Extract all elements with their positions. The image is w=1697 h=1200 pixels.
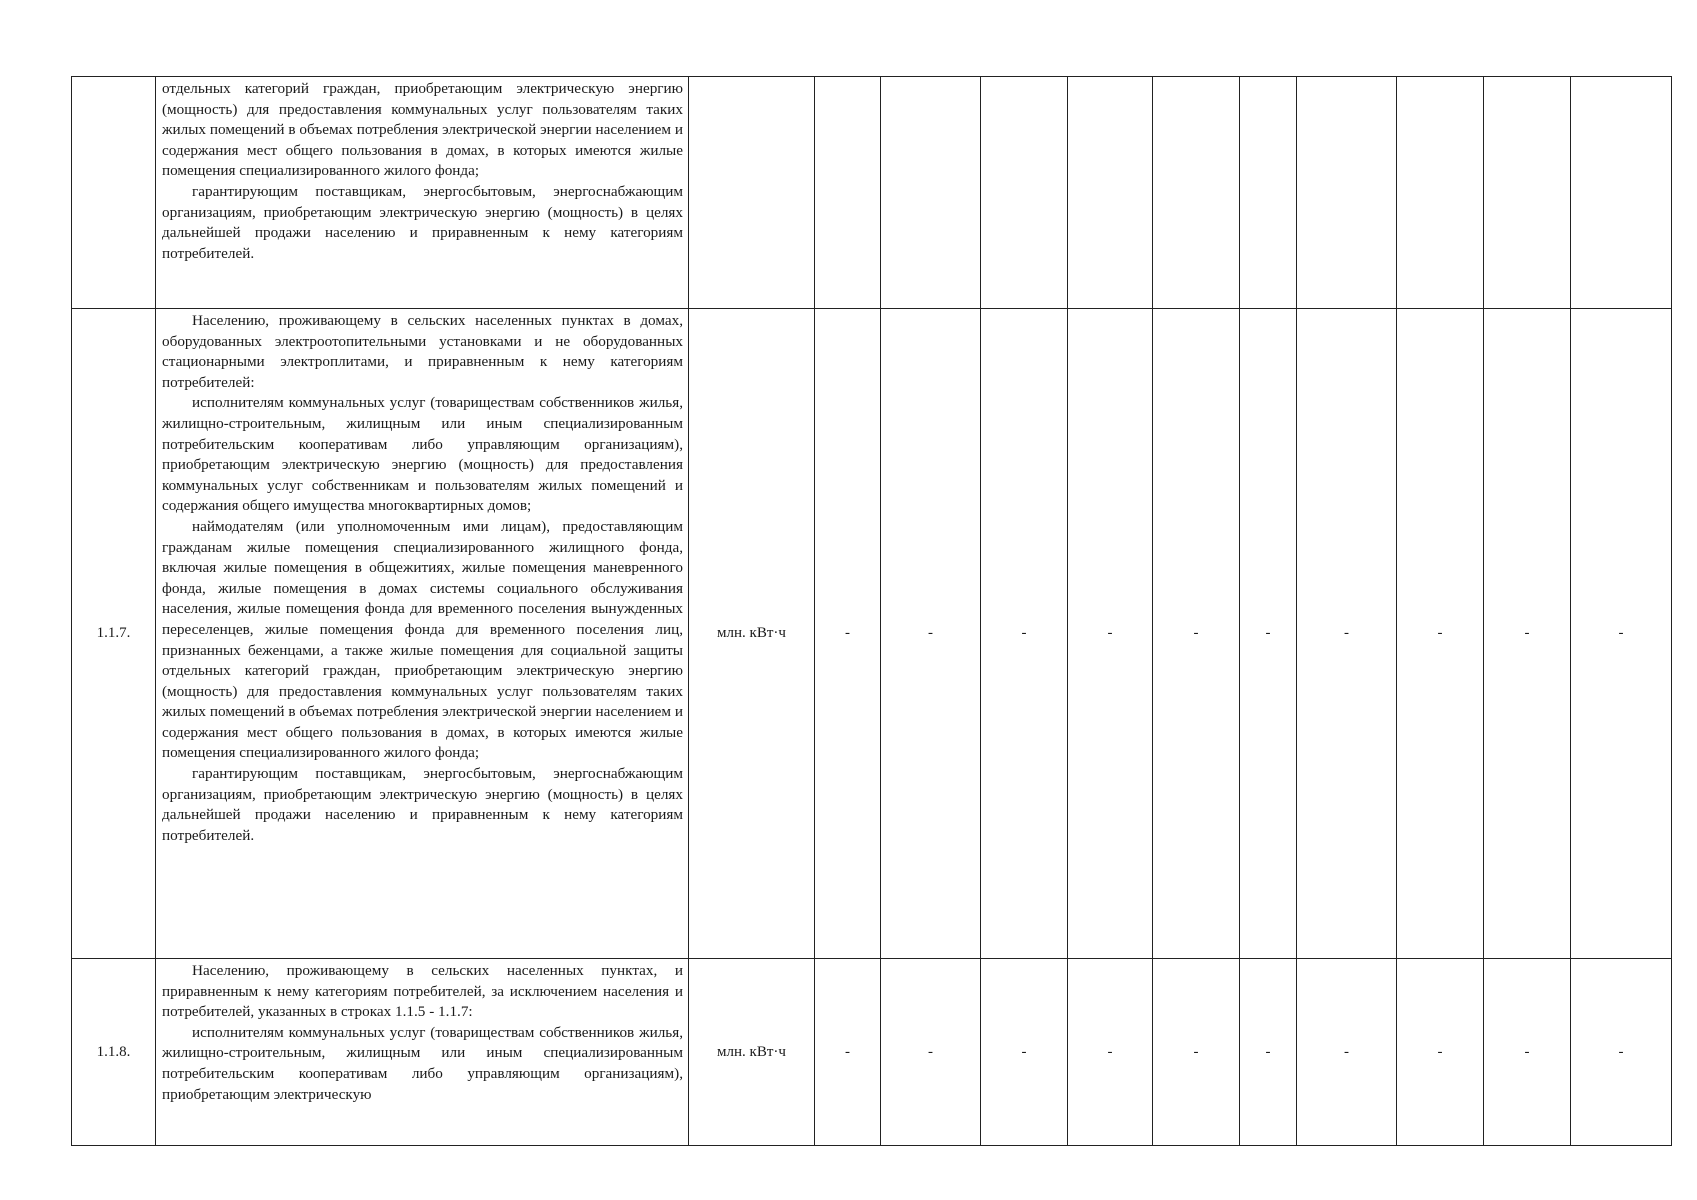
- description-paragraph: Населению, проживающему в сельских населенных пунктах в домах, оборудованных электроотопительными установками и не оборудованных стационарными электроплитами, и приравненным к нему категориям потребителей:: [162, 312, 683, 391]
- value-cell: -: [981, 309, 1068, 959]
- row-number: 1.1.7.: [72, 309, 156, 959]
- description-paragraph: Населению, проживающему в сельских населенных пунктах, и приравненным к нему категориям потребителей, за исключением населения и потребителей, указанных в строках 1.1.5 - 1.1.7:: [162, 962, 683, 1021]
- value-cell: -: [981, 959, 1068, 1146]
- value-cell: -: [1484, 309, 1571, 959]
- value-cell: -: [1297, 959, 1397, 1146]
- value-cell: -: [1297, 309, 1397, 959]
- value-cell: [1240, 77, 1297, 309]
- value-cell: -: [1153, 959, 1240, 1146]
- table-row: [72, 959, 1672, 1146]
- value-cell: -: [1484, 959, 1571, 1146]
- value-cell: -: [1068, 309, 1153, 959]
- row-number: [72, 77, 156, 309]
- row-description: [156, 77, 689, 309]
- description-paragraph: исполнителям коммунальных услуг (товариществам собственников жилья, жилищно-строительным, жилищным или иным специализированным потребительским кооперативам либо управляющим организациям), приобретающим электрическую: [162, 1023, 683, 1103]
- value-cell: -: [1397, 959, 1484, 1146]
- value-cell: [881, 77, 981, 309]
- table-row: [72, 77, 1672, 309]
- value-cell: -: [881, 959, 981, 1146]
- value-cell: [1484, 77, 1571, 309]
- row-description: [156, 309, 689, 959]
- value-cell: [1397, 77, 1484, 309]
- value-cell: -: [1068, 959, 1153, 1146]
- value-cell: [1297, 77, 1397, 309]
- value-cell: [981, 77, 1068, 309]
- value-cell: -: [1397, 309, 1484, 959]
- description-paragraph: гарантирующим поставщикам, энергосбытовым, энергоснабжающим организациям, приобретающим электрическую энергию (мощность) в целях дальнейшей продажи населению и приравненным к нему категориям потребителей.: [162, 182, 683, 262]
- value-cell: -: [815, 309, 881, 959]
- description-paragraph: отдельных категорий граждан, приобретающим электрическую энергию (мощность) для предоставления коммунальных услуг пользователям таких жилых помещений в объемах потребления электрической энергии населением и содержания мест общего пользования в домах, в которых имеются жилые помещения специализированного жилого фонда;: [162, 80, 683, 180]
- row-description: [156, 959, 689, 1146]
- value-cell: [1068, 77, 1153, 309]
- value-cell: -: [1240, 309, 1297, 959]
- value-cell: -: [1571, 959, 1672, 1146]
- description-paragraph: исполнителям коммунальных услуг (товариществам собственников жилья, жилищно-строительным, жилищным или иным специализированным потребительским кооперативам либо управляющим организациям), приобретающим электрическую энергию (мощность) для предоставления коммунальных услуг собственникам и пользователям жилых помещений и содержания общего имущества многоквартирных домов;: [162, 394, 683, 515]
- value-cell: -: [881, 309, 981, 959]
- unit-cell: [689, 77, 815, 309]
- table-row: [72, 309, 1672, 959]
- value-cell: -: [1153, 309, 1240, 959]
- value-cell: -: [1571, 309, 1672, 959]
- value-cell: -: [815, 959, 881, 1146]
- unit-cell: млн. кВт·ч: [689, 309, 815, 959]
- description-paragraph: гарантирующим поставщикам, энергосбытовым, энергоснабжающим организациям, приобретающим электрическую энергию (мощность) в целях дальнейшей продажи населению и приравненным к нему категориям потребителей.: [162, 765, 683, 844]
- description-paragraph: наймодателям (или уполномоченным ими лицам), предоставляющим гражданам жилые помещения специализированного жилищного фонда, включая жилые помещения в общежитиях, жилые помещения маневренного фонда, жилые помещения в домах системы социального обслуживания населения, жилые помещения фонда для временного поселения вынужденных переселенцев, жилые помещения фонда для временного поселения лиц, признанных беженцами, а также жилые помещения для социальной защиты отдельных категорий граждан, приобретающим электрическую энергию (мощность) для предоставления коммунальных услуг пользователям таких жилых помещений в объемах потребления электрической энергии населением и содержания мест общего пользования в домах, в которых имеются жилые помещения специализированного жилого фонда;: [162, 517, 683, 762]
- value-cell: [1571, 77, 1672, 309]
- unit-cell: млн. кВт·ч: [689, 959, 815, 1146]
- tariff-balance-table: [71, 76, 1672, 1146]
- value-cell: -: [1240, 959, 1297, 1146]
- value-cell: [815, 77, 881, 309]
- value-cell: [1153, 77, 1240, 309]
- row-number: 1.1.8.: [72, 959, 156, 1146]
